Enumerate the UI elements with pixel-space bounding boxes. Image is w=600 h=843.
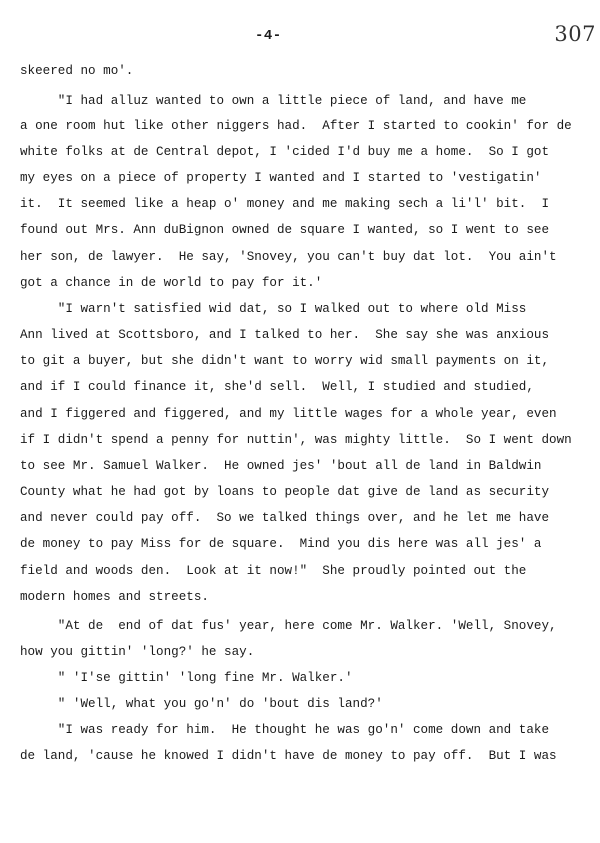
text-line: a one room hut like other niggers had. After I started to cookin' for de [20,119,572,133]
text-line: modern homes and streets. [20,590,209,604]
folio-number: 307 [554,22,596,46]
text-line: it. It seemed like a heap o' money and me making sech a li'l' bit. I [20,197,550,211]
text-line: my eyes on a piece of property I wanted and I started to 'vestigatin' [20,171,542,185]
text-line: if I didn't spend a penny for nuttin', was mighty little. So I went down [20,433,572,447]
text-line: "At de end of dat fus' year, here come Mr. Walker. 'Well, Snovey, [20,619,557,633]
text-line: field and woods den. Look at it now!" She proudly pointed out the [20,564,527,578]
text-line: "I warn't satisfied wid dat, so I walked out to where old Miss [20,302,527,316]
text-line: "I was ready for him. He thought he was go'n' come down and take [20,723,550,737]
text-line: " 'Well, what you go'n' do 'bout dis land?' [20,697,383,711]
text-line: de money to pay Miss for de square. Mind you dis here was all jes' a [20,537,542,551]
text-line: to git a buyer, but she didn't want to worry wid small payments on it, [20,354,550,368]
page-number-typed: -4- [255,28,282,44]
text-line: " 'I'se gittin' 'long fine Mr. Walker.' [20,671,353,685]
text-line: County what he had got by loans to people dat give de land as security [20,485,550,499]
text-line: her son, de lawyer. He say, 'Snovey, you can't buy dat lot. You ain't [20,250,557,264]
text-line: and if I could finance it, she'd sell. Well, I studied and studied, [20,380,534,394]
text-line: got a chance in de world to pay for it.' [20,276,323,290]
text-line: and never could pay off. So we talked things over, and he let me have [20,511,550,525]
text-line: Ann lived at Scottsboro, and I talked to her. She say she was anxious [20,328,550,342]
text-line: to see Mr. Samuel Walker. He owned jes' 'bout all de land in Baldwin [20,459,542,473]
text-line: skeered no mo'. [20,64,134,78]
text-line: white folks at de Central depot, I 'cided I'd buy me a home. So I got [20,145,550,159]
text-line: and I figgered and figgered, and my little wages for a whole year, even [20,407,557,421]
text-line: "I had alluz wanted to own a little piece of land, and have me [20,94,527,108]
text-line: how you gittin' 'long?' he say. [20,645,255,659]
text-line: found out Mrs. Ann duBignon owned de square I wanted, so I went to see [20,223,550,237]
text-line: de land, 'cause he knowed I didn't have de money to pay off. But I was [20,749,557,763]
